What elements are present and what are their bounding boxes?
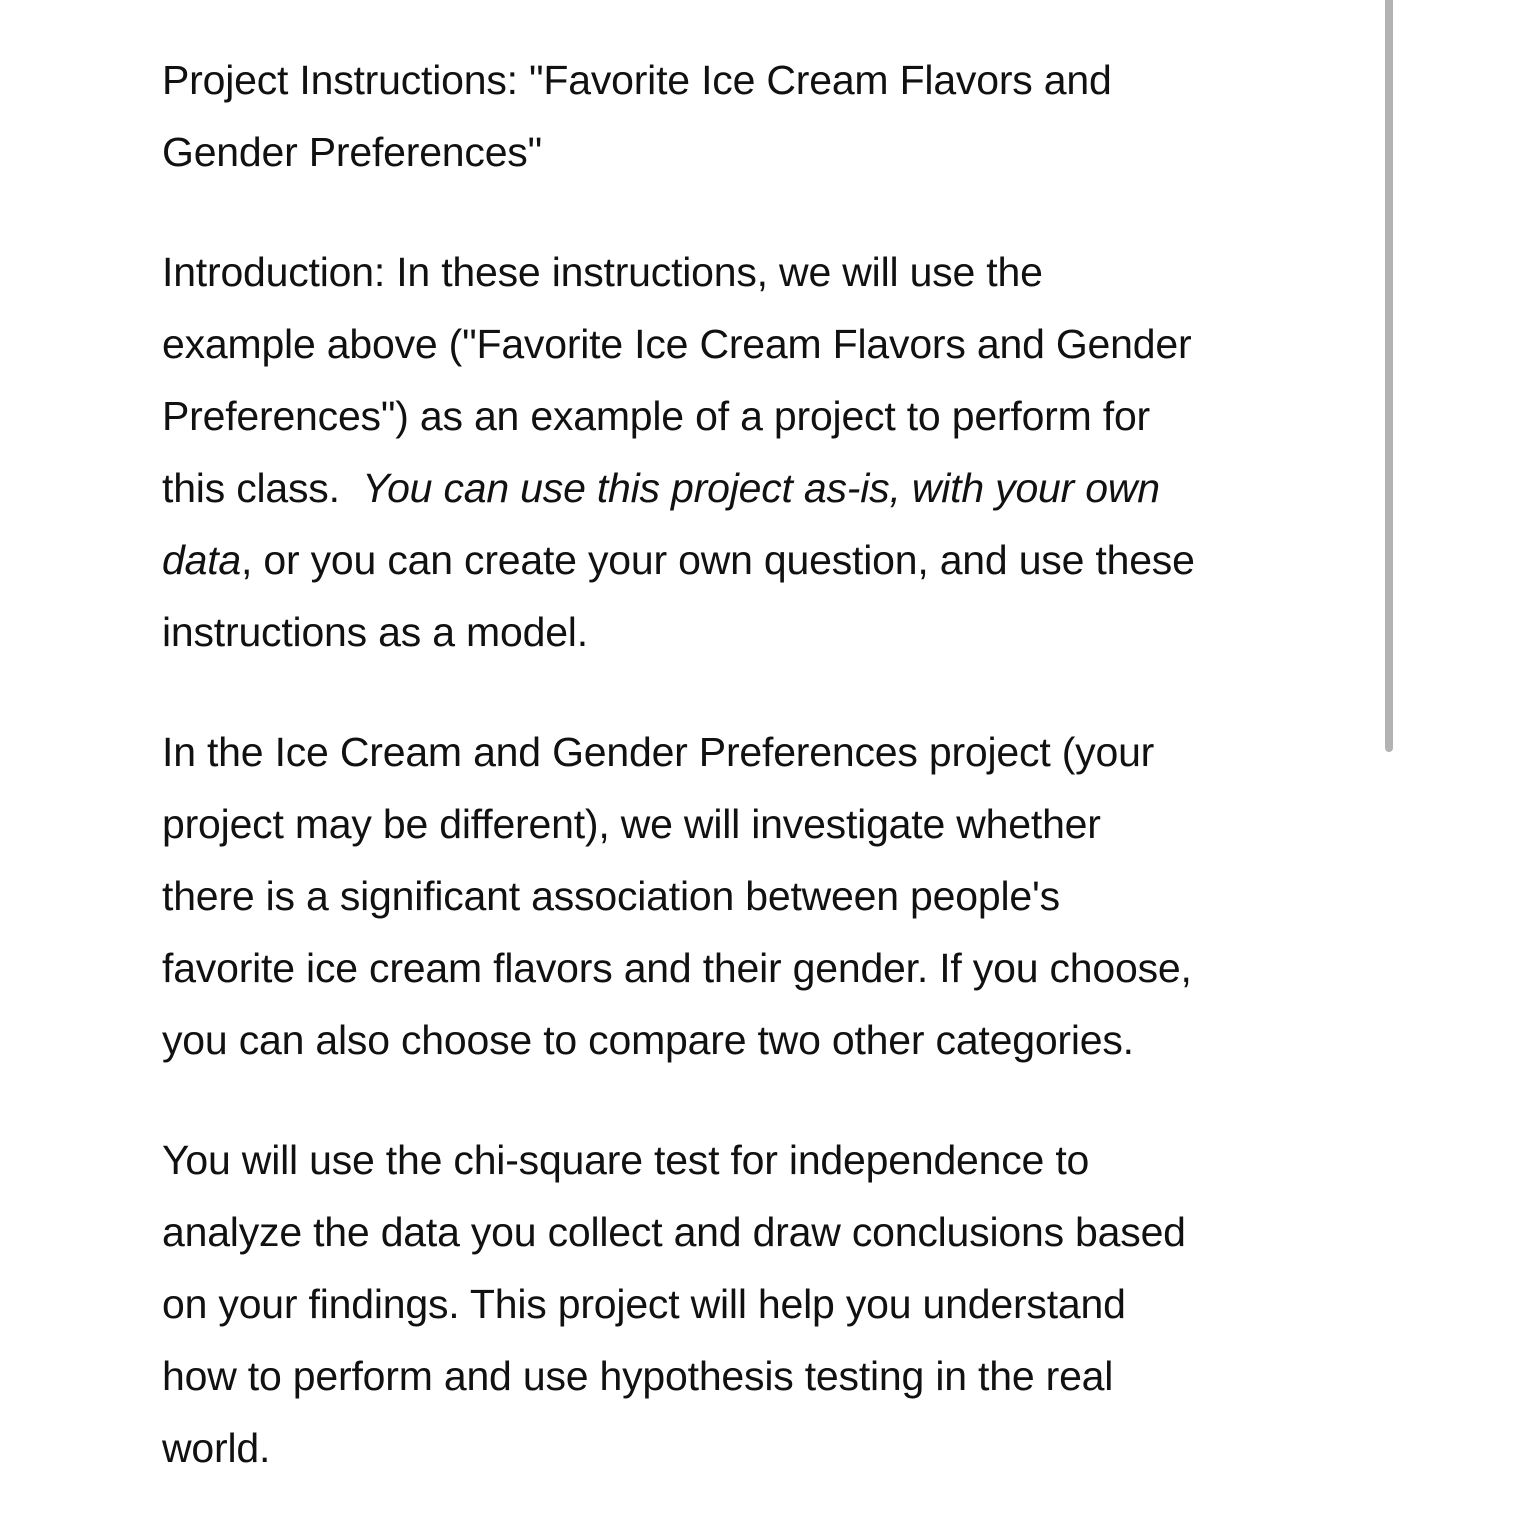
text-line: You will use the chi-square test for independence to: [162, 1137, 1090, 1183]
text-line: how to perform and use hypothesis testing in the real: [162, 1353, 1114, 1399]
text-italic: You can use this project as-is, with your own: [362, 465, 1160, 511]
text-line: Gender Preferences": [162, 129, 542, 175]
vertical-scrollbar[interactable]: [1385, 0, 1393, 752]
text-line: Introduction: In these instructions, we will use the: [162, 249, 1043, 295]
method-paragraph: [162, 1124, 1362, 1484]
introduction-paragraph: [162, 236, 1362, 668]
text-line: In the Ice Cream and Gender Preferences project (your: [162, 729, 1155, 775]
text-italic: data: [162, 537, 241, 583]
project-title: [162, 44, 1362, 188]
text-line: [162, 524, 1362, 596]
text-line: Preferences") as an example of a project to perform for: [162, 393, 1151, 439]
text-plain: this class.: [162, 465, 363, 511]
text-line: project may be different), we will investigate whether: [162, 801, 1101, 847]
text-plain: , or you can create your own question, and use these: [241, 537, 1195, 583]
text-line: favorite ice cream flavors and their gender. If you choose,: [162, 945, 1192, 991]
text-line: there is a significant association between people's: [162, 873, 1060, 919]
project-description-paragraph: [162, 716, 1362, 1076]
text-line: world.: [162, 1425, 271, 1471]
text-line: [162, 452, 1362, 524]
text-line: you can also choose to compare two other categories.: [162, 1017, 1134, 1063]
document-body: [162, 44, 1362, 1532]
text-line: instructions as a model.: [162, 609, 588, 655]
text-line: on your findings. This project will help you understand: [162, 1281, 1126, 1327]
text-line: example above ("Favorite Ice Cream Flavors and Gender: [162, 321, 1192, 367]
text-line: analyze the data you collect and draw conclusions based: [162, 1209, 1186, 1255]
text-line: Project Instructions: "Favorite Ice Cream Flavors and: [162, 57, 1112, 103]
